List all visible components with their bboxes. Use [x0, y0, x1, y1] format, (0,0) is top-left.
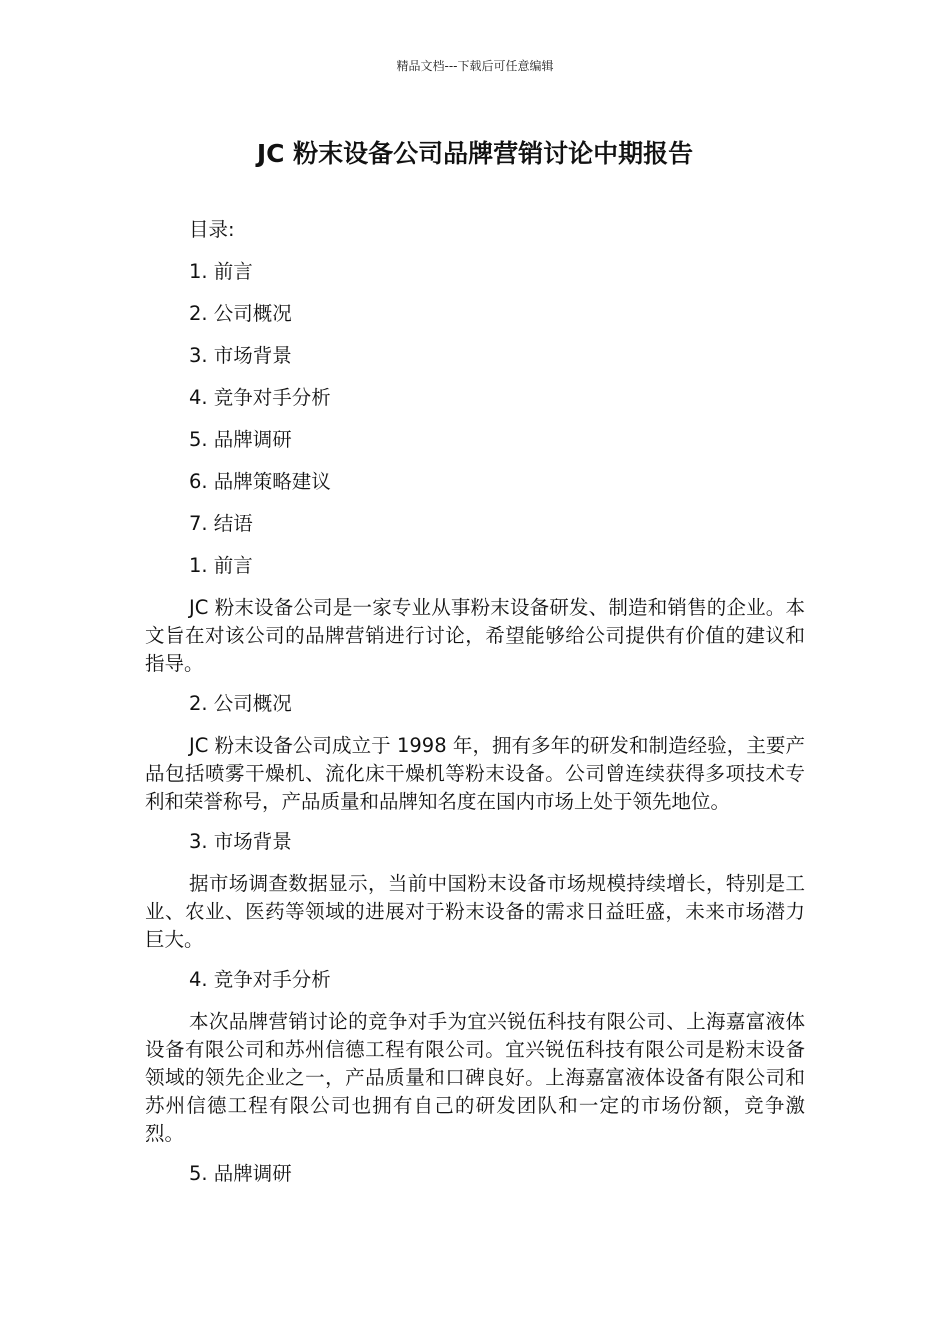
section-paragraph-company-overview: JC 粉末设备公司成立于 1998 年，拥有多年的研发和制造经验，主要产品包括喷雾干燥机、流化床干燥机等粉末设备。公司曾连续获得多项技术专利和荣誉称号，产品质量和品牌知名度在国内市场上处于领先地位。 — [145, 734, 805, 813]
section-heading-brand-research: 5. 品牌调研 — [189, 1162, 292, 1185]
section-paragraph-preface: JC 粉末设备公司是一家专业从事粉末设备研发、制造和销售的企业。本文旨在对该公司的品牌营销进行讨论，希望能够给公司提供有价值的建议和指导。 — [145, 596, 805, 675]
section-paragraph-competitor-analysis: 本次品牌营销讨论的竞争对手为宜兴锐伍科技有限公司、上海嘉富液体设备有限公司和苏州信德工程有限公司。宜兴锐伍科技有限公司是粉末设备领域的领先企业之一，产品质量和口碑良好。上海嘉富液体设备有限公司和苏州信德工程有限公司也拥有自己的研发团队和一定的市场份额，竞争激烈。 — [145, 1010, 805, 1145]
toc-item: 5. 品牌调研 — [189, 428, 292, 451]
header-note: 精品文档---下载后可任意编辑 — [396, 59, 554, 73]
toc-label: 目录: — [189, 218, 235, 241]
toc-item: 7. 结语 — [189, 512, 253, 535]
document-title: JC 粉末设备公司品牌营销讨论中期报告 — [256, 139, 694, 168]
toc-item: 3. 市场背景 — [189, 344, 292, 367]
section-heading-company-overview: 2. 公司概况 — [189, 692, 292, 715]
section-heading-market-background: 3. 市场背景 — [189, 830, 292, 853]
document-body — [145, 216, 805, 1202]
toc-item: 4. 竞争对手分析 — [189, 386, 331, 409]
section-heading-competitor-analysis: 4. 竞争对手分析 — [189, 968, 331, 991]
toc-item: 6. 品牌策略建议 — [189, 470, 331, 493]
section-heading-preface: 1. 前言 — [189, 554, 253, 577]
toc-item: 1. 前言 — [189, 260, 253, 283]
section-paragraph-market-background: 据市场调查数据显示，当前中国粉末设备市场规模持续增长，特别是工业、农业、医药等领域的进展对于粉末设备的需求日益旺盛，未来市场潜力巨大。 — [145, 872, 805, 951]
toc-item: 2. 公司概况 — [189, 302, 292, 325]
